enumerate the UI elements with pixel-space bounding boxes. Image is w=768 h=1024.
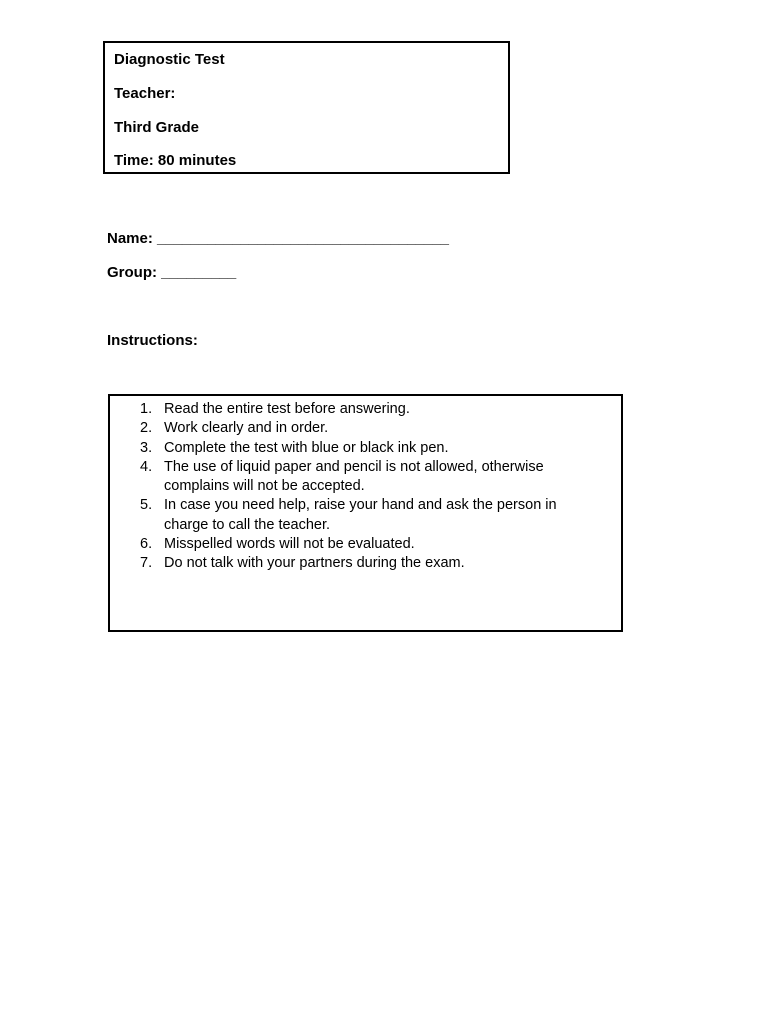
test-header-box [103, 41, 510, 174]
instruction-number: 4. [140, 458, 153, 475]
instruction-number: 3. [140, 439, 153, 456]
instruction-item [140, 535, 580, 554]
instructions-box [108, 394, 623, 632]
instruction-item [140, 439, 580, 458]
instruction-number: 1. [140, 401, 153, 417]
time-label: Time: 80 minutes [114, 152, 237, 169]
instruction-item [140, 419, 580, 438]
instruction-number: 5. [140, 497, 153, 514]
group-field: Group: _________ [107, 264, 237, 281]
instructions-heading: Instructions: [107, 332, 198, 349]
instruction-text: Work clearly and in order. [164, 420, 329, 437]
name-field: Name: ___________________________________ [107, 230, 449, 247]
instruction-item [140, 554, 580, 573]
instruction-text: The use of liquid paper and pencil is not allowed, otherwise complains will not be accepted. [164, 458, 544, 495]
instruction-number: 7. [140, 555, 153, 572]
test-title: Diagnostic Test [114, 51, 225, 68]
instruction-item [140, 400, 580, 419]
instruction-text: Misspelled words will not be evaluated. [164, 536, 415, 553]
instruction-number: 2. [140, 420, 153, 437]
grade-label: Third Grade [114, 119, 200, 136]
instruction-text: Read the entire test before answering. [164, 401, 410, 417]
instruction-number: 6. [140, 536, 153, 553]
instruction-text: Complete the test with blue or black ink pen. [164, 439, 449, 456]
instruction-text: In case you need help, raise your hand and ask the person in charge to call the teacher. [164, 497, 557, 533]
teacher-label: Teacher: [114, 85, 176, 102]
instructions-list [140, 400, 580, 574]
instruction-item [140, 496, 580, 535]
instruction-text: Do not talk with your partners during the exam. [164, 555, 465, 572]
instruction-item [140, 458, 580, 497]
